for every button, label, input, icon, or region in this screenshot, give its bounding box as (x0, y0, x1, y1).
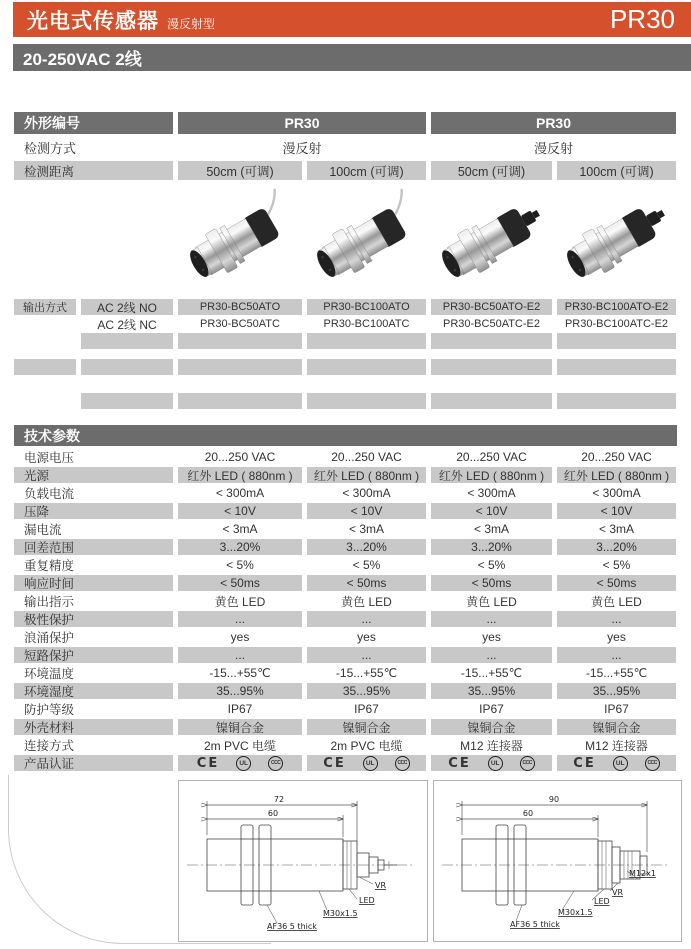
param-label: 输出指示 (24, 595, 75, 609)
label-nut: AF36 5 thick (510, 920, 560, 929)
empty-cell (178, 359, 302, 375)
param-value: 镍铜合金 (431, 719, 552, 735)
model-number: PR30-BC50ATO-E2 (431, 299, 552, 315)
param-value: IP67 (354, 702, 379, 716)
detection-method-row (14, 136, 691, 159)
header-bar (13, 2, 691, 37)
ce-mark-icon: CE (448, 755, 471, 771)
output-type: AC 2线 NC (97, 317, 157, 332)
param-value: < 3mA (222, 522, 258, 536)
param-label: 漏电流 (24, 523, 62, 537)
table-row (14, 611, 691, 627)
param-label: 环境湿度 (14, 683, 173, 699)
param-value: -15...+55℃ (335, 666, 398, 680)
param-value: < 3mA (473, 522, 509, 536)
param-value: 黄色 LED (341, 594, 392, 609)
model-number: PR30-BC50ATC-E2 (443, 318, 540, 330)
ul-mark-icon: UL (613, 756, 628, 771)
param-label: 负载电流 (24, 487, 75, 501)
distance-value: 100cm (可调) (307, 161, 426, 180)
output-type: AC 2线 NO (81, 299, 173, 315)
ccc-mark-icon: CCC (520, 756, 535, 771)
param-label: 外壳材料 (14, 719, 173, 735)
ccc-mark-icon: CCC (395, 756, 410, 771)
param-value: 35...95% (307, 683, 426, 699)
param-label: 防护等级 (24, 703, 75, 717)
param-value: < 5% (226, 558, 254, 572)
sensor-connector-photo (436, 183, 548, 295)
param-value: < 50ms (431, 575, 552, 591)
param-value: ... (307, 647, 426, 663)
empty-cell (557, 359, 676, 375)
label-connector: M12x1 (629, 869, 656, 878)
param-value: 黄色 LED (466, 594, 517, 609)
tech-params-table (0, 449, 691, 773)
param-value: M12 连接器 (460, 738, 523, 753)
table-row (14, 575, 691, 591)
detection-method-label: 检测方式 (24, 141, 77, 156)
ccc-mark-icon: CCC (645, 756, 660, 771)
ul-mark-icon: UL (488, 756, 503, 771)
ce-mark-icon: CE (196, 755, 220, 771)
table-row (14, 539, 691, 555)
detection-distance-label: 检测距离 (14, 161, 173, 180)
table-row (14, 503, 691, 519)
selection-header-row (14, 112, 691, 134)
param-value: < 3mA (348, 522, 384, 536)
dimension-drawing-connector (433, 780, 682, 942)
param-value: < 300mA (215, 486, 265, 500)
param-value: < 10V (307, 503, 426, 519)
param-label: 压降 (14, 503, 173, 519)
param-value: yes (357, 630, 376, 644)
dim-body: 60 (267, 809, 279, 818)
tech-params-title: 技术参数 (24, 427, 80, 444)
series-header: PR30 (178, 112, 426, 134)
param-value: 35...95% (431, 683, 552, 699)
spec-text: 20-250VAC 2线 (23, 50, 142, 69)
distance-value: 100cm (可调) (557, 161, 676, 180)
output-label: 输出方式 (14, 299, 76, 315)
param-value: 镍铜合金 (178, 719, 302, 735)
ul-mark-icon: UL (236, 756, 251, 771)
param-label: 短路保护 (14, 647, 173, 663)
label-thread: M30x1.5 (558, 908, 593, 917)
param-label: 响应时间 (14, 575, 173, 591)
param-value: < 10V (178, 503, 302, 519)
param-value: < 300mA (467, 486, 516, 500)
label-vr: VR (375, 881, 387, 890)
empty-cell (81, 359, 173, 375)
table-row (14, 629, 691, 645)
param-value: 镍铜合金 (307, 719, 426, 735)
param-value: -15...+55℃ (585, 666, 648, 680)
distance-value: 50cm (可调) (431, 161, 552, 180)
param-value: < 50ms (178, 575, 302, 591)
param-value: ... (178, 611, 302, 627)
param-value: IP67 (479, 702, 504, 716)
empty-cell (307, 393, 426, 409)
sensor-connector-photo (561, 183, 673, 295)
table-row (14, 737, 691, 753)
param-value: 20...250 VAC (581, 450, 652, 464)
empty-cell (178, 333, 302, 349)
param-value: 3...20% (431, 539, 552, 555)
param-value: < 50ms (307, 575, 426, 591)
empty-cell (307, 359, 426, 375)
output-model-table-empty (14, 359, 691, 409)
param-label: 连接方式 (24, 739, 75, 753)
param-value: ... (557, 647, 676, 663)
table-row (14, 665, 691, 681)
table-row (14, 719, 691, 735)
model-number: PR30-BC50ATO (178, 299, 302, 315)
page-subtitle: 漫反射型 (167, 16, 216, 31)
table-row (14, 467, 691, 483)
param-value: yes (482, 630, 501, 644)
sensor-cable-photo (311, 183, 423, 295)
table-row (14, 449, 691, 465)
empty-cell (81, 333, 173, 349)
param-value: 3...20% (557, 539, 676, 555)
empty-cell (431, 393, 552, 409)
param-value: 3...20% (178, 539, 302, 555)
product-photo-cell (178, 182, 302, 296)
param-value: ... (431, 647, 552, 663)
page-title: 光电式传感器 (27, 9, 159, 33)
param-value: ... (307, 611, 426, 627)
ul-mark-icon: UL (363, 756, 378, 771)
param-value: M12 连接器 (585, 738, 648, 753)
param-value: IP67 (227, 702, 253, 716)
model-number: PR30-BC100ATO (307, 299, 426, 315)
param-label: 浪涌保护 (24, 631, 75, 645)
model-number: PR30-BC100ATO-E2 (557, 299, 676, 315)
table-row (14, 647, 691, 663)
param-value: 35...95% (178, 683, 302, 699)
model-number: PR30-BC100ATC (323, 318, 410, 330)
param-value: 20...250 VAC (456, 450, 527, 464)
label-led: LED (594, 897, 610, 906)
param-value: < 300mA (342, 486, 391, 500)
param-value: < 10V (557, 503, 676, 519)
param-value: -15...+55℃ (460, 666, 523, 680)
empty-cell (557, 333, 676, 349)
param-value: 20...250 VAC (204, 450, 276, 464)
param-label: 光源 (14, 467, 173, 483)
empty-cell (307, 333, 426, 349)
param-value: < 50ms (557, 575, 676, 591)
table-row (14, 557, 691, 573)
empty-cell (431, 359, 552, 375)
dim-total: 90 (548, 795, 560, 804)
detection-distance-row (14, 161, 691, 180)
sensor-cable-photo (184, 183, 296, 295)
distance-value: 50cm (可调) (178, 161, 302, 180)
empty-cell (557, 393, 676, 409)
certification-marks (178, 755, 302, 771)
param-label: 环境温度 (24, 667, 75, 681)
certification-row (14, 755, 691, 771)
product-photo-cell (557, 182, 676, 296)
param-value: 红外 LED ( 880nm ) (178, 467, 302, 483)
spec-bar (13, 44, 691, 71)
product-photo-row (14, 182, 691, 296)
tech-params-header (14, 425, 677, 446)
model-number: PR30-BC50ATC (200, 318, 280, 330)
dim-total: 72 (273, 795, 285, 804)
empty-label (14, 359, 76, 375)
param-value: -15...+55℃ (209, 666, 271, 680)
param-value: 3...20% (307, 539, 426, 555)
param-value: < 5% (352, 558, 381, 572)
param-value: 黄色 LED (591, 594, 642, 609)
dim-body: 60 (522, 809, 534, 818)
param-label: 产品认证 (14, 755, 173, 771)
ce-mark-icon: CE (323, 755, 346, 771)
param-label: 极性保护 (14, 611, 173, 627)
series-header: PR30 (431, 112, 676, 134)
param-value: < 300mA (592, 486, 641, 500)
param-value: yes (230, 630, 250, 644)
param-label: 重复精度 (24, 559, 75, 573)
empty-cell (81, 393, 173, 409)
table-row (14, 485, 691, 501)
param-value: 2m PVC 电缆 (330, 738, 403, 753)
model-name: PR30 (609, 4, 675, 34)
detection-method-value: 漫反射 (282, 141, 322, 156)
param-value: 红外 LED ( 880nm ) (557, 467, 676, 483)
param-value: ... (431, 611, 552, 627)
param-value: < 5% (602, 558, 631, 572)
model-number: PR30-BC100ATC-E2 (564, 318, 669, 330)
ce-mark-icon: CE (573, 755, 596, 771)
param-value: IP67 (604, 702, 629, 716)
certification-marks (307, 755, 426, 771)
param-value: yes (607, 630, 626, 644)
param-value: < 3mA (598, 522, 634, 536)
param-value: 35...95% (557, 683, 676, 699)
param-value: 2m PVC 电缆 (203, 738, 276, 753)
decorative-corner-arc (8, 775, 271, 944)
param-value: 黄色 LED (214, 594, 266, 609)
param-value: ... (557, 611, 676, 627)
param-value: 红外 LED ( 880nm ) (431, 467, 552, 483)
empty-cell (178, 393, 302, 409)
shape-label: 外形编号 (14, 112, 173, 134)
product-photo-cell (431, 182, 552, 296)
param-label: 电源电压 (24, 451, 75, 465)
detection-method-value: 漫反射 (533, 141, 573, 156)
label-nut: AF36 5 thick (267, 922, 317, 931)
empty-cell (431, 333, 552, 349)
table-row (14, 683, 691, 699)
certification-marks (557, 755, 676, 771)
table-row (14, 701, 691, 717)
certification-marks (431, 755, 552, 771)
label-thread: M30x1.5 (323, 909, 358, 918)
output-model-table (14, 299, 691, 349)
param-value: 镍铜合金 (557, 719, 676, 735)
table-row (14, 593, 691, 609)
param-value: ... (178, 647, 302, 663)
product-photo-cell (307, 182, 426, 296)
param-value: < 5% (477, 558, 506, 572)
label-vr: VR (612, 888, 624, 897)
param-value: 20...250 VAC (331, 450, 402, 464)
param-value: 红外 LED ( 880nm ) (307, 467, 426, 483)
param-value: < 10V (431, 503, 552, 519)
table-row (14, 521, 691, 537)
label-led: LED (359, 896, 375, 905)
ccc-mark-icon: CCC (268, 756, 283, 771)
param-label: 回差范围 (14, 539, 173, 555)
